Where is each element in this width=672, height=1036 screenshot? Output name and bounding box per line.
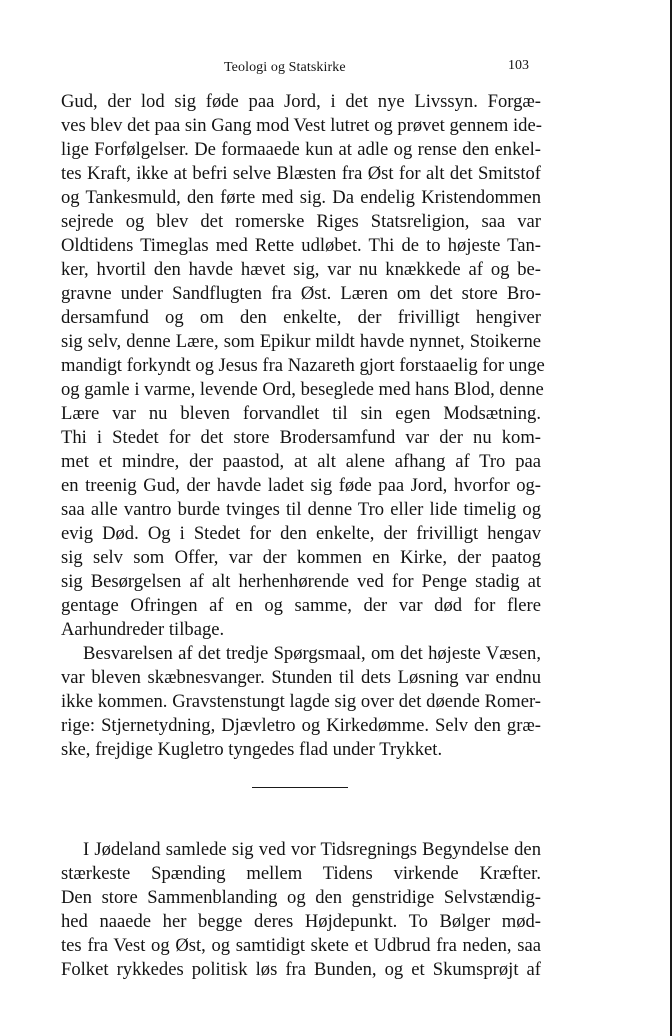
text-line: sig selv, denne Lære, som Epikur mildt havde nynnet, Stoikerne bbox=[61, 331, 541, 352]
running-title: Teologi og Statskirke bbox=[224, 60, 346, 75]
text-line: Oldtidens Timeglas med Rette udløbet. Thi de to højeste Tan- bbox=[61, 235, 541, 256]
running-header bbox=[0, 58, 672, 80]
text-line: ikke kommen. Gravstenstungt lagde sig over det døende Romer- bbox=[61, 691, 541, 712]
text-line: hed naaede her begge deres Højdepunkt. To Bølger mød- bbox=[61, 911, 541, 932]
text-line: sejrede og blev det romerske Riges Statsreligion, saa var bbox=[61, 211, 541, 232]
text-line: stærkeste Spænding mellem Tidens virkende Kræfter. bbox=[61, 863, 541, 884]
text-line: met et mindre, der paastod, at alt alene afhang af Tro paa bbox=[61, 451, 541, 472]
text-line: rige: Stjernetydning, Djævletro og Kirkedømme. Selv den græ- bbox=[61, 715, 541, 736]
text-line: evig Død. Og i Stedet for den enkelte, der frivilligt hengav bbox=[61, 523, 541, 544]
text-line: gravne under Sandflugten fra Øst. Læren om det store Bro- bbox=[61, 283, 541, 304]
text-line: sig selv som Offer, var der kommen en Kirke, der paatog bbox=[61, 547, 541, 568]
text-line: Lære var nu bleven forvandlet til sin egen Modsætning. bbox=[61, 403, 541, 424]
text-line: saa alle vantro burde tvinges til denne Tro eller lide timelig og bbox=[61, 499, 541, 520]
text-line: Folket rykkedes politisk løs fra Bunden, og et Skumsprøjt af bbox=[61, 959, 541, 980]
text-line: og Tankesmuld, den førte med sig. Da endelig Kristendommen bbox=[61, 187, 541, 208]
text-line: mandigt forkyndt og Jesus fra Nazareth gjort forstaaelig for unge bbox=[61, 355, 545, 376]
text-line: Den store Sammenblanding og den genstridige Selvstændig- bbox=[61, 887, 541, 908]
section-divider bbox=[252, 787, 348, 788]
text-line: ves blev det paa sin Gang mod Vest lutret og prøvet gennem ide- bbox=[61, 115, 542, 136]
text-line: ker, hvortil den havde hævet sig, var nu knækkede af og be- bbox=[61, 259, 541, 280]
text-line: og gamle i varme, levende Ord, beseglede med hans Blod, denne bbox=[61, 379, 544, 400]
text-line: tes Kraft, ikke at befri selve Blæsten fra Øst for alt det Smitstof bbox=[61, 163, 541, 184]
text-line: I Jødeland samlede sig ved vor Tidsregnings Begyndelse den bbox=[83, 839, 541, 860]
text-line: ske, frejdige Kugletro tyngedes flad under Trykket. bbox=[61, 739, 443, 760]
text-line: lige Forfølgelser. De formaaede kun at adle og rense den enkel- bbox=[61, 139, 541, 160]
text-line: sig Besørgelsen af alt herhenhørende ved for Penge stadig at bbox=[61, 571, 541, 592]
text-line: Thi i Stedet for det store Brodersamfund var der nu kom- bbox=[61, 427, 541, 448]
text-line: Aarhundreder tilbage. bbox=[61, 619, 225, 640]
text-line: en treenig Gud, der havde ladet sig føde paa Jord, hvorfor og- bbox=[61, 475, 541, 496]
text-line: tes fra Vest og Øst, og samtidigt skete et Udbrud fra neden, saa bbox=[61, 935, 541, 956]
text-line: Besvarelsen af det tredje Spørgsmaal, om det højeste Væsen, bbox=[83, 643, 541, 664]
text-line: var bleven skæbnesvanger. Stunden til dets Løsning var endnu bbox=[61, 667, 541, 688]
text-line: gentage Ofringen af en og samme, der var død for flere bbox=[61, 595, 541, 616]
page-number: 103 bbox=[508, 58, 529, 73]
text-line: Gud, der lod sig føde paa Jord, i det nye Livssyn. Forgæ- bbox=[61, 91, 541, 112]
text-line: dersamfund og om den enkelte, der frivilligt hengiver bbox=[61, 307, 541, 328]
